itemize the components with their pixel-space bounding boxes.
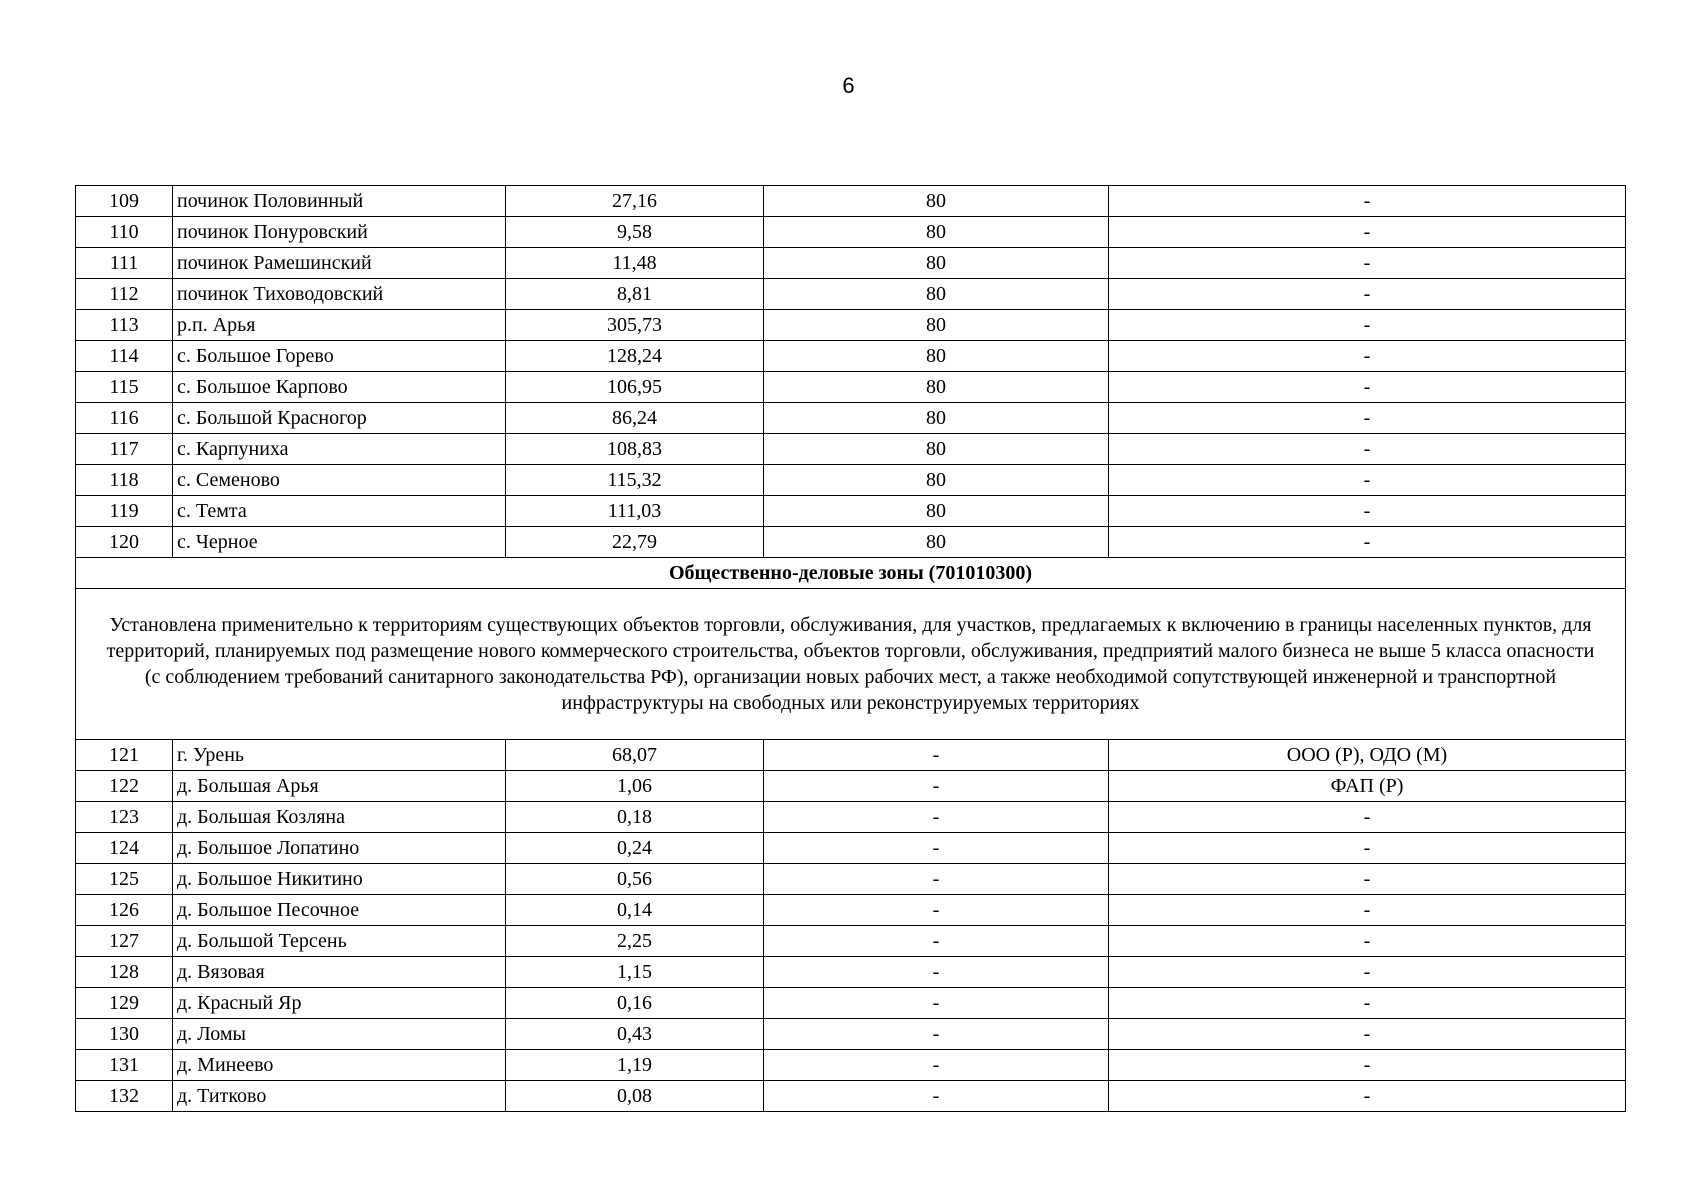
zone-area: 0,14 [506,895,764,926]
table-row [76,310,1626,341]
zone-objects: - [1109,957,1626,988]
zone-objects: - [1109,926,1626,957]
zone-objects: - [1109,310,1626,341]
row-number: 131 [76,1050,173,1081]
zone-area: 1,06 [506,771,764,802]
zone-percent: 80 [764,217,1109,248]
settlement-name: с. Большое Карпово [173,372,506,403]
row-number: 111 [76,248,173,279]
row-number: 110 [76,217,173,248]
zone-objects: - [1109,186,1626,217]
table-row [76,771,1626,802]
zone-area: 111,03 [506,496,764,527]
settlement-name: д. Титково [173,1081,506,1112]
zone-area: 8,81 [506,279,764,310]
row-number: 130 [76,1019,173,1050]
zone-objects: - [1109,802,1626,833]
table-row [76,864,1626,895]
page-number: 6 [842,73,855,98]
zone-percent: 80 [764,310,1109,341]
zone-percent: 80 [764,248,1109,279]
row-number: 125 [76,864,173,895]
settlement-name: р.п. Арья [173,310,506,341]
table-row [76,496,1626,527]
zone-percent: - [764,957,1109,988]
zone-percent: - [764,802,1109,833]
zone-percent: - [764,864,1109,895]
row-number: 117 [76,434,173,465]
settlement-name: починок Половинный [173,186,506,217]
row-number: 109 [76,186,173,217]
table-row [76,403,1626,434]
rows-after-group [76,740,1626,1112]
table-row [76,341,1626,372]
zones-table [75,185,1626,1112]
row-number: 113 [76,310,173,341]
table-row [76,465,1626,496]
zone-objects: ФАП (Р) [1109,771,1626,802]
row-number: 112 [76,279,173,310]
zone-percent: - [764,1050,1109,1081]
row-number: 123 [76,802,173,833]
section-group [76,558,1626,740]
row-number: 128 [76,957,173,988]
zone-objects: - [1109,895,1626,926]
zone-objects: - [1109,248,1626,279]
zone-objects: - [1109,1019,1626,1050]
zone-objects: ООО (Р), ОДО (М) [1109,740,1626,771]
zone-percent: 80 [764,403,1109,434]
table-row [76,434,1626,465]
table-row [76,802,1626,833]
zone-objects: - [1109,279,1626,310]
settlement-name: с. Карпуниха [173,434,506,465]
zone-objects: - [1109,496,1626,527]
row-number: 124 [76,833,173,864]
zone-area: 0,56 [506,864,764,895]
settlement-name: с. Семеново [173,465,506,496]
table-row [76,248,1626,279]
zone-objects: - [1109,864,1626,895]
section-title: Общественно-деловые зоны (701010300) [76,558,1626,589]
row-number: 129 [76,988,173,1019]
zone-objects: - [1109,988,1626,1019]
zone-percent: - [764,895,1109,926]
table-row [76,1050,1626,1081]
zone-percent: 80 [764,434,1109,465]
settlement-name: д. Вязовая [173,957,506,988]
zone-area: 68,07 [506,740,764,771]
settlement-name: д. Большое Лопатино [173,833,506,864]
zone-objects: - [1109,1050,1626,1081]
zone-area: 305,73 [506,310,764,341]
settlement-name: починок Понуровский [173,217,506,248]
zone-area: 1,15 [506,957,764,988]
zone-area: 108,83 [506,434,764,465]
table-row [76,186,1626,217]
settlement-name: д. Минеево [173,1050,506,1081]
zone-area: 22,79 [506,527,764,558]
settlement-name: с. Черное [173,527,506,558]
row-number: 115 [76,372,173,403]
table-row [76,833,1626,864]
zone-area: 11,48 [506,248,764,279]
zone-objects: - [1109,465,1626,496]
zone-area: 106,95 [506,372,764,403]
row-number: 126 [76,895,173,926]
zone-percent: 80 [764,496,1109,527]
zone-percent: 80 [764,341,1109,372]
row-number: 118 [76,465,173,496]
zone-percent: - [764,1081,1109,1112]
table-row [76,372,1626,403]
zone-area: 0,16 [506,988,764,1019]
table-row [76,1019,1626,1050]
zone-objects: - [1109,403,1626,434]
settlement-name: д. Ломы [173,1019,506,1050]
settlement-name: д. Большая Козляна [173,802,506,833]
table-row [76,217,1626,248]
zone-percent: - [764,740,1109,771]
row-number: 121 [76,740,173,771]
zone-objects: - [1109,1081,1626,1112]
zone-area: 128,24 [506,341,764,372]
zone-objects: - [1109,217,1626,248]
row-number: 120 [76,527,173,558]
row-number: 122 [76,771,173,802]
table-row [76,957,1626,988]
zone-percent: 80 [764,372,1109,403]
zone-area: 9,58 [506,217,764,248]
zone-percent: 80 [764,279,1109,310]
settlement-name: починок Рамешинский [173,248,506,279]
row-number: 132 [76,1081,173,1112]
rows-before-group [76,186,1626,558]
zone-objects: - [1109,341,1626,372]
zone-area: 0,18 [506,802,764,833]
table-row [76,926,1626,957]
section-description: Установлена применительно к территориям существующих объектов торговли, обслуживания, для участков, предлагаемых к включению в границы населенных пунктов, для территорий, планируемых под размещение нового коммерческого строительства, объектов торговли, обслуживания, предприятий малого бизнеса не выше 5 класса опасности (с соблюдением требований санитарного законодательства РФ), организации новых рабочих мест, а также необходимой сопутствующей инженерной и транспортной инфраструктуры на свободных или реконструируемых территориях [76,589,1626,740]
settlement-name: с. Большой Красногор [173,403,506,434]
zone-objects: - [1109,833,1626,864]
settlement-name: д. Большое Никитино [173,864,506,895]
settlement-name: д. Большой Терсень [173,926,506,957]
zone-percent: - [764,988,1109,1019]
row-number: 119 [76,496,173,527]
row-number: 127 [76,926,173,957]
zone-percent: - [764,926,1109,957]
zone-area: 0,43 [506,1019,764,1050]
row-number: 116 [76,403,173,434]
zone-objects: - [1109,372,1626,403]
zone-percent: 80 [764,527,1109,558]
table-row [76,988,1626,1019]
section-description-row [76,589,1626,740]
table-row [76,740,1626,771]
settlement-name: с. Темта [173,496,506,527]
zone-area: 2,25 [506,926,764,957]
settlement-name: д. Большое Песочное [173,895,506,926]
zone-area: 115,32 [506,465,764,496]
settlement-name: починок Тиховодовский [173,279,506,310]
settlement-name: д. Большая Арья [173,771,506,802]
table-row [76,895,1626,926]
settlement-name: д. Красный Яр [173,988,506,1019]
settlement-name: с. Большое Горево [173,341,506,372]
zone-area: 27,16 [506,186,764,217]
zone-percent: - [764,771,1109,802]
zone-percent: - [764,833,1109,864]
zone-percent: 80 [764,186,1109,217]
table-row [76,279,1626,310]
zone-area: 0,08 [506,1081,764,1112]
zone-objects: - [1109,434,1626,465]
zone-area: 0,24 [506,833,764,864]
row-number: 114 [76,341,173,372]
table-row [76,527,1626,558]
zone-area: 86,24 [506,403,764,434]
zone-objects: - [1109,527,1626,558]
settlement-name: г. Урень [173,740,506,771]
zone-percent: - [764,1019,1109,1050]
zone-area: 1,19 [506,1050,764,1081]
table-row [76,1081,1626,1112]
section-title-row [76,558,1626,589]
zone-percent: 80 [764,465,1109,496]
